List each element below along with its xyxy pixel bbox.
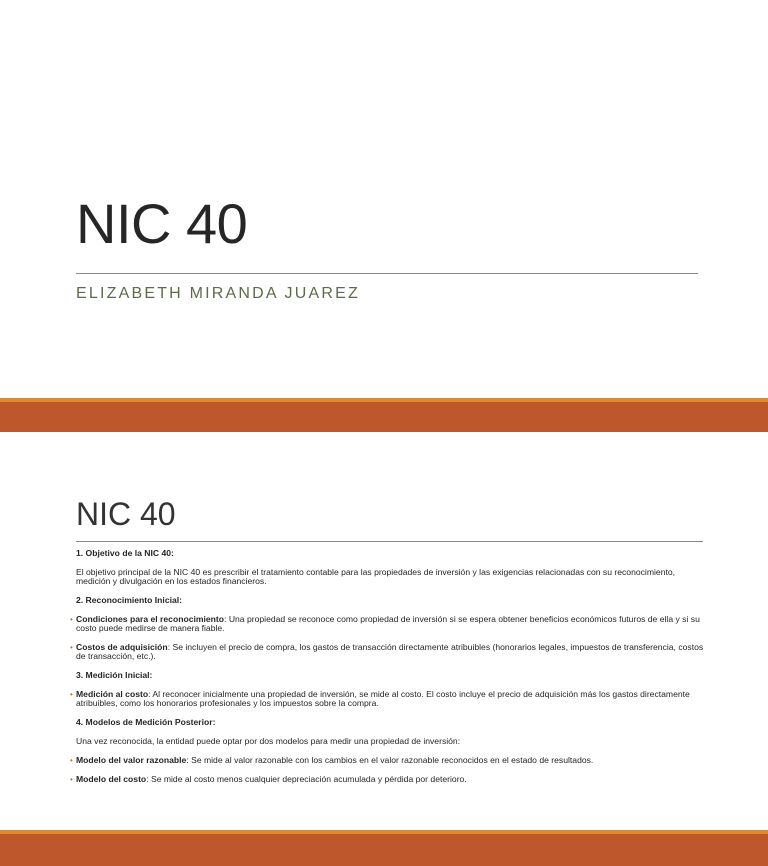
bullet-item [70,755,706,765]
bullet-text: : Al reconocer inicialmente una propiedad de inversión, se mide al costo. El costo incluye el precio de adquisición más los gastos directamente atribuibles, como los honorarios profesionales y los impuestos sobre la compra. [76,689,690,708]
bullet-item [70,642,706,661]
bullet-term: Medición al costo [76,689,149,699]
title-slide [0,0,768,398]
section-heading: 4. Modelos de Medición Posterior: [76,717,216,727]
bullet-icon: • [70,756,73,765]
bullet-term: Modelo del costo [76,774,147,784]
bullet-icon: • [70,690,73,699]
content-title-divider [76,541,703,542]
bullet-term: Modelo del valor razonable [76,755,187,765]
title-divider [76,273,698,274]
accent-band-bottom [0,834,768,866]
section-heading: 1. Objetivo de la NIC 40: [76,548,174,558]
content-body [70,548,706,794]
section-heading: 2. Reconocimiento Inicial: [76,595,183,605]
bullet-text: : Se incluyen el precio de compra, los gastos de transacción directamente atribuibles (honorarios legales, impuestos de transferencia, costos de transacción, etc.). [76,642,704,661]
bullet-term: Condiciones para el reconocimiento [76,614,225,624]
content-slide [0,432,768,830]
accent-band [0,402,768,432]
bullet-item [70,689,706,708]
bullet-text: : Una propiedad se reconoce como propiedad de inversión si se espera obtener beneficios económicos futuros de ella y si su costo puede medirse de manera fiable. [76,614,700,633]
bullet-text: : Se mide al costo menos cualquier depreciación acumulada y pérdida por deterioro. [146,774,467,784]
bullet-term: Costos de adquisición [76,642,168,652]
paragraph: El objetivo principal de la NIC 40 es prescribir el tratamiento contable para las propiedades de inversión y las exigencias relacionadas con su reconocimiento, medición y divulgación en los estados financieros. [76,567,676,586]
paragraph: Una vez reconocida, la entidad puede optar por dos modelos para medir una propiedad de inversión: [76,736,461,746]
bullet-item [70,614,706,633]
bullet-item [70,774,706,784]
bullet-text: : Se mide al valor razonable con los cambios en el valor razonable reconocidos en el estado de resultados. [186,755,594,765]
bullet-icon: • [70,775,73,784]
section-heading: 3. Medición Inicial: [76,670,153,680]
slide-subtitle: ELIZABETH MIRANDA JUAREZ [76,285,360,302]
bullet-icon: • [70,643,73,652]
slide-title: NIC 40 [76,192,248,255]
bullet-icon: • [70,615,73,624]
content-slide-title: NIC 40 [76,496,176,532]
